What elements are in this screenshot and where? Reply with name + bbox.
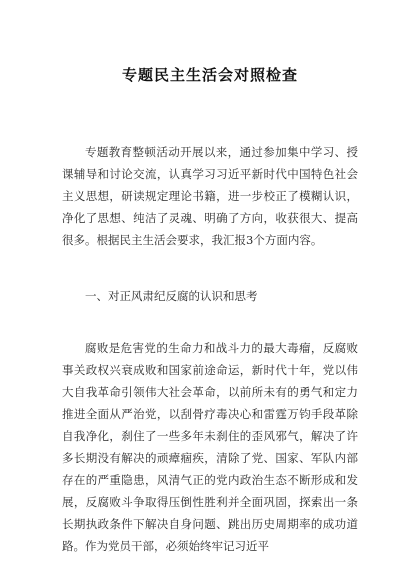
document-title: 专题民主生活会对照检查 xyxy=(121,66,298,84)
section-1-paragraph: 腐败是危害党的生命力和战斗力的最大毒瘤，反腐败事关政权兴衰成败和国家前途命运，新时代十年，党以伟大自我革命引领伟大社会革命，以前所未有的勇气和定力推进全面从严治党，以刮骨疗毒决心和雷霆万钧手段革除自我净化，刹住了一些多年未刹住的歪风邪气，解决了许多长期没有解决的顽瘴痼疾，清除了党、国家、军队内部存在的严重隐患，风清气正的党内政治生态不断形成和发展，反腐败斗争取得压倒性胜利并全面巩固，探索出一条长期执政条件下解决自身问题、跳出历史周期率的成功道路。作为党员干部，必须始终牢记习近平 xyxy=(62,341,358,553)
section-heading-1: 一、对正风肃纪反腐的认识和思考 xyxy=(85,289,258,303)
intro-paragraph: 专题教育整顿活动开展以来，通过参加集中学习、授课辅导和讨论交流，认真学习习近平新时代中国特色社会主义思想，研读规定理论书籍，进一步校正了模糊认识，净化了思想、纯洁了灵魂、明确了方向，收获很大、提高很多。根据民主生活会要求，我汇报3个方面内容。 xyxy=(62,145,358,247)
